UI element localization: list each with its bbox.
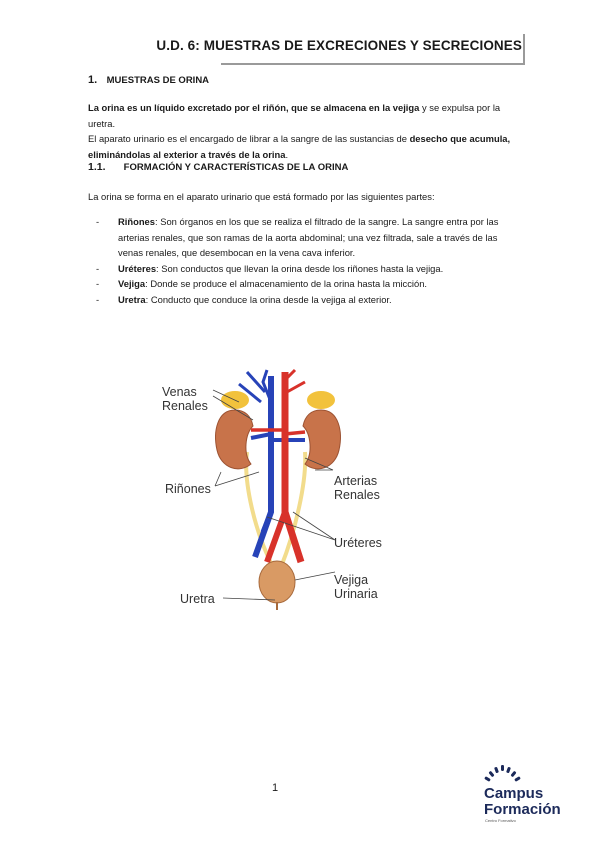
intro-bold-1: La orina es un líquido excretado por el riñón, que se almacena en la vejiga: [88, 102, 420, 113]
list-text: [118, 261, 520, 277]
list-item: [96, 261, 520, 277]
header-underline: [221, 63, 525, 65]
list-term: Vejiga: [118, 278, 146, 289]
intro-text-3: .: [285, 148, 289, 160]
intro-bold-2: desecho que acumula, eliminándolas al exterior a través de la orina: [88, 133, 511, 160]
label-vejiga-urinaria: Vejiga Urinaria: [334, 573, 378, 601]
label-rinones: Riñones: [165, 482, 211, 496]
label-ureteres: Uréteres: [334, 536, 382, 550]
logo-text: [484, 786, 561, 817]
logo-line-1: Campus: [484, 785, 544, 802]
list-item: [96, 276, 520, 292]
list-text: [118, 292, 520, 308]
list-dash: -: [96, 262, 100, 274]
logo-sunburst-icon: [484, 762, 524, 784]
leader-vejiga: [295, 572, 335, 580]
page-number: 1: [272, 782, 279, 794]
urinary-parts-list: [96, 214, 520, 307]
section-1-1-title: FORMACIÓN Y CARACTERÍSTICAS DE LA ORINA: [123, 162, 349, 173]
label-arterias-renales: Arterias Renales: [334, 474, 380, 502]
list-text: [118, 276, 520, 292]
right-renal-artery: [285, 432, 305, 434]
list-desc: : Son órganos en los que se realiza el filtrado de la sangre. La sangre entra por las arterias renales, que son ramas de la aorta abdominal; una vez filtrada, sale a través de las venas renales, que desembocan en la vena cava inferior.: [118, 216, 499, 258]
section-1-number: 1.: [88, 74, 98, 86]
list-dash: -: [96, 216, 100, 227]
intro-text-1: y se expulsa por la uretra.: [88, 102, 501, 129]
list-term: Uréteres: [118, 262, 157, 274]
section-1-1-number: 1.1.: [88, 161, 106, 173]
list-item: [96, 292, 520, 308]
formation-intro: La orina se forma en el aparato urinario que está formado por las siguientes partes:: [88, 191, 435, 202]
list-dash: -: [96, 278, 100, 289]
aorta: [285, 372, 301, 562]
label-uretra: Uretra: [180, 592, 215, 606]
list-text: [118, 214, 520, 261]
campus-formacion-logo: [484, 762, 574, 832]
section-1-heading: [88, 74, 209, 86]
section-1-title: MUESTRAS DE ORINA: [106, 75, 210, 86]
intro-text-2: El aparato urinario es el encargado de librar a la sangre de las sustancias de: [88, 133, 410, 144]
list-desc: : Donde se produce el almacenamiento de la orina hasta la micción.: [145, 278, 428, 289]
document-header-title: U.D. 6: MUESTRAS DE EXCRECIONES Y SECRECIONES: [156, 38, 522, 53]
left-kidney: [216, 410, 253, 469]
right-adrenal-gland: [307, 391, 335, 409]
list-item: [96, 214, 520, 261]
label-venas-renales: Venas Renales: [162, 385, 208, 413]
list-desc: : Son conductos que llevan la orina desde los riñones hasta la vejiga.: [156, 262, 444, 274]
right-kidney: [303, 410, 340, 469]
list-term: Uretra: [118, 293, 146, 305]
list-dash: -: [96, 293, 100, 305]
leader-rinones: [215, 472, 259, 486]
bladder: [259, 561, 295, 603]
logo-subtitle: Centro Formativo: [485, 818, 516, 823]
logo-line-2: Formación: [484, 800, 561, 818]
list-desc: : Conducto que conduce la orina desde la vejiga al exterior.: [145, 293, 392, 305]
list-term: Riñones: [118, 216, 155, 227]
header-vertical-rule: [523, 34, 525, 65]
intro-paragraph: [88, 100, 520, 162]
section-1-1-heading: [88, 161, 348, 173]
